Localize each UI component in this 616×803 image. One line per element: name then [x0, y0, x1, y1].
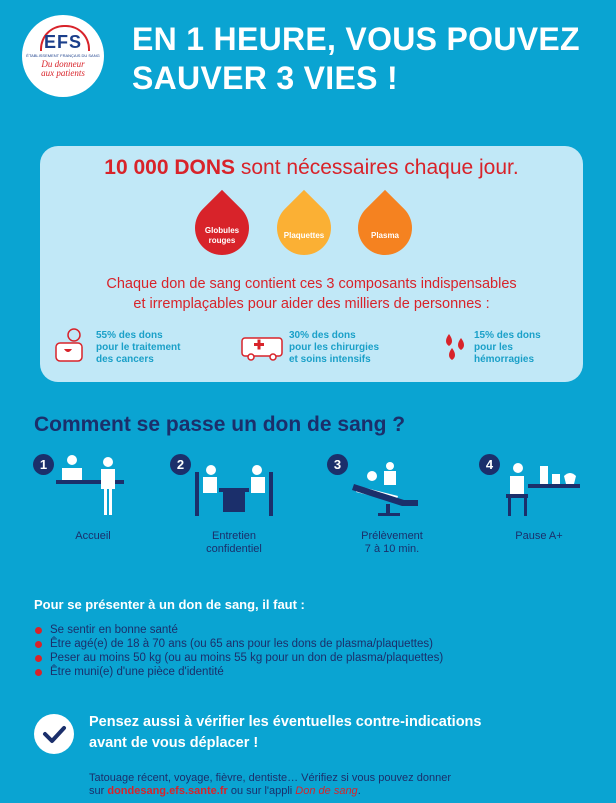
bullet-icon [35, 669, 42, 676]
usage-line: hémorragies [474, 354, 535, 365]
usage-surgery [289, 330, 379, 366]
step-label-line: Pause A+ [515, 530, 563, 542]
app-name: Don de sang [295, 785, 358, 797]
stat-text: sont nécessaires chaque jour. [235, 156, 519, 179]
headline-line-2: SAUVER 3 VIES ! [132, 60, 398, 96]
components-description [40, 274, 583, 314]
usage-cancer [96, 330, 180, 366]
step-label-line: Accueil [75, 530, 111, 542]
checkmark-glyph [34, 714, 74, 754]
usage-line: pour les chirurgies [289, 342, 380, 353]
checkmark-icon [34, 714, 74, 754]
warning-line-1: Pensez aussi à vérifier les éventuelles contre-indications [89, 714, 482, 730]
requirement-item: Peser au moins 50 kg (ou au moins 55 kg pour un don de plasma/plaquettes) [50, 652, 444, 664]
logo-tagline-2: aux patients [41, 68, 85, 78]
note-line-2 [89, 785, 589, 798]
steps-title: Comment se passe un don de sang ? [34, 413, 406, 436]
usage-line: des cancers [96, 354, 154, 365]
step-label-3 [332, 530, 452, 556]
usage-line: et soins intensifs [289, 354, 371, 365]
step-label-1 [33, 530, 153, 543]
usage-line: pour le traitement [96, 342, 181, 353]
step-number-2: 2 [170, 454, 191, 475]
efs-logo [22, 15, 104, 97]
note-text: ou sur l'appli [227, 785, 296, 797]
headline [132, 20, 592, 98]
daily-donations-stat [40, 156, 583, 180]
bullet-icon [35, 655, 42, 662]
logo-tagline-1: Du donneur [41, 59, 85, 69]
drop-label-1: Globules [204, 226, 240, 235]
contraindication-note [89, 772, 589, 798]
bullet-icon [35, 627, 42, 634]
step-label-line: Entretien [211, 530, 257, 542]
requirement-item: Être agé(e) de 18 à 70 ans (ou 65 ans pour les dons de plasma/plaquettes) [50, 638, 433, 650]
note-text: . [357, 785, 361, 797]
note-text: sur [89, 785, 108, 797]
blood-drops-icon [441, 330, 471, 364]
snack-break-icon [502, 458, 582, 518]
drop-label-2: rouges [208, 236, 236, 245]
drop-label-platelets: Plaquettes [283, 231, 325, 240]
usage-line: 55% des dons [96, 330, 163, 341]
step-label-line: Prélèvement [361, 530, 423, 542]
logo-name: EFS [43, 32, 82, 52]
step-label-2 [174, 530, 294, 556]
drop-label-plasma: Plasma [370, 231, 400, 240]
bullet-icon [35, 641, 42, 648]
donation-chair-icon [350, 462, 426, 520]
contraindication-warning [89, 712, 569, 754]
logo-tagline [22, 60, 104, 78]
patient-icon [50, 325, 90, 365]
ambulance-icon [240, 332, 286, 362]
step-number-1: 1 [33, 454, 54, 475]
step-label-4 [479, 530, 599, 543]
interview-icon [193, 462, 275, 518]
note-line-1: Tatouage récent, voyage, fièvre, dentiste… Vérifiez si vous pouvez donner [89, 772, 451, 784]
stat-number: 10 000 DONS [104, 156, 236, 179]
warning-line-2: avant de vous déplacer ! [89, 735, 259, 751]
efs-website-link[interactable]: dondesang.efs.sante.fr [107, 785, 228, 797]
usage-line: pour les [474, 342, 513, 353]
requirements-title: Pour se présenter à un don de sang, il faut : [34, 597, 305, 612]
desc-line-1: Chaque don de sang contient ces 3 composants indispensables [106, 276, 517, 292]
welcome-icon [56, 452, 126, 518]
step-number-3: 3 [327, 454, 348, 475]
desc-line-2: et irremplaçables pour aider des milliers de personnes : [133, 296, 490, 312]
usage-line: 15% des dons [474, 330, 541, 341]
usage-hemorrhage [474, 330, 541, 366]
drop-label-red-cells [187, 226, 257, 246]
headline-line-1: EN 1 HEURE, VOUS POUVEZ [132, 21, 580, 57]
logo-subtitle: ÉTABLISSEMENT FRANÇAIS DU SANG [26, 53, 100, 58]
requirement-item: Se sentir en bonne santé [50, 624, 178, 636]
step-number-4: 4 [479, 454, 500, 475]
step-label-line: confidentiel [206, 543, 262, 555]
step-label-line: 7 à 10 min. [364, 543, 420, 555]
requirement-item: Être muni(e) d'une pièce d'identité [50, 666, 224, 678]
usage-line: 30% des dons [289, 330, 356, 341]
